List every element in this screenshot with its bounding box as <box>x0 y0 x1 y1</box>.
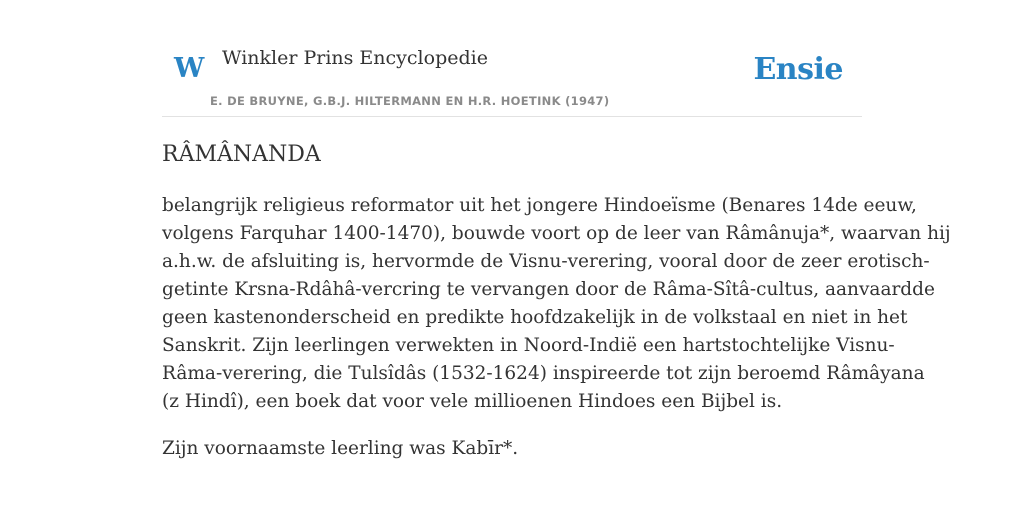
entry-body <box>162 192 951 482</box>
page <box>162 0 951 459</box>
entry-title: RÂMÂNANDA <box>162 142 321 167</box>
paragraph-line: Râma-verering, die Tulsîdâs (1532-1624) inspireerde tot zijn beroemd Râmâyana <box>162 363 925 384</box>
logo-w-icon[interactable]: W <box>174 53 205 84</box>
ensie-logo[interactable]: Ensie <box>753 52 843 87</box>
paragraph-line: (z Hindî), een boek dat voor vele millioenen Hindoes een Bijbel is. <box>162 391 783 412</box>
site-header <box>162 0 862 117</box>
paragraph-line: geen kastenonderscheid en predikte hoofdzakelijk in de volkstaal en niet in het <box>162 307 908 328</box>
paragraph-line: a.h.w. de afsluiting is, hervormde de Visnu-verering, vooral door de zeer erotisch- <box>162 251 930 272</box>
paragraph-line: Sanskrit. Zijn leerlingen verwekten in Noord-Indië een hartstochtelijke Visnu- <box>162 335 895 356</box>
paragraph-line: volgens Farquhar 1400-1470), bouwde voort op de leer van Râmânuja*, waarvan hij <box>162 223 951 244</box>
site-title[interactable]: Winkler Prins Encyclopedie <box>222 47 488 69</box>
paragraph-line: belangrijk religieus reformator uit het jongere Hindoeïsme (Benares 14de eeuw, <box>162 195 917 216</box>
paragraph-line: getinte Krsna-Rdâhâ-vercring te vervangen door de Râma-Sîtâ-cultus, aanvaardde <box>162 279 935 300</box>
entry-paragraph-1 <box>162 192 951 416</box>
authors-byline: E. DE BRUYNE, G.B.J. HILTERMANN EN H.R. HOETINK (1947) <box>210 94 610 108</box>
entry-paragraph-2: Zijn voornaamste leerling was Kabīr*. <box>162 438 519 459</box>
